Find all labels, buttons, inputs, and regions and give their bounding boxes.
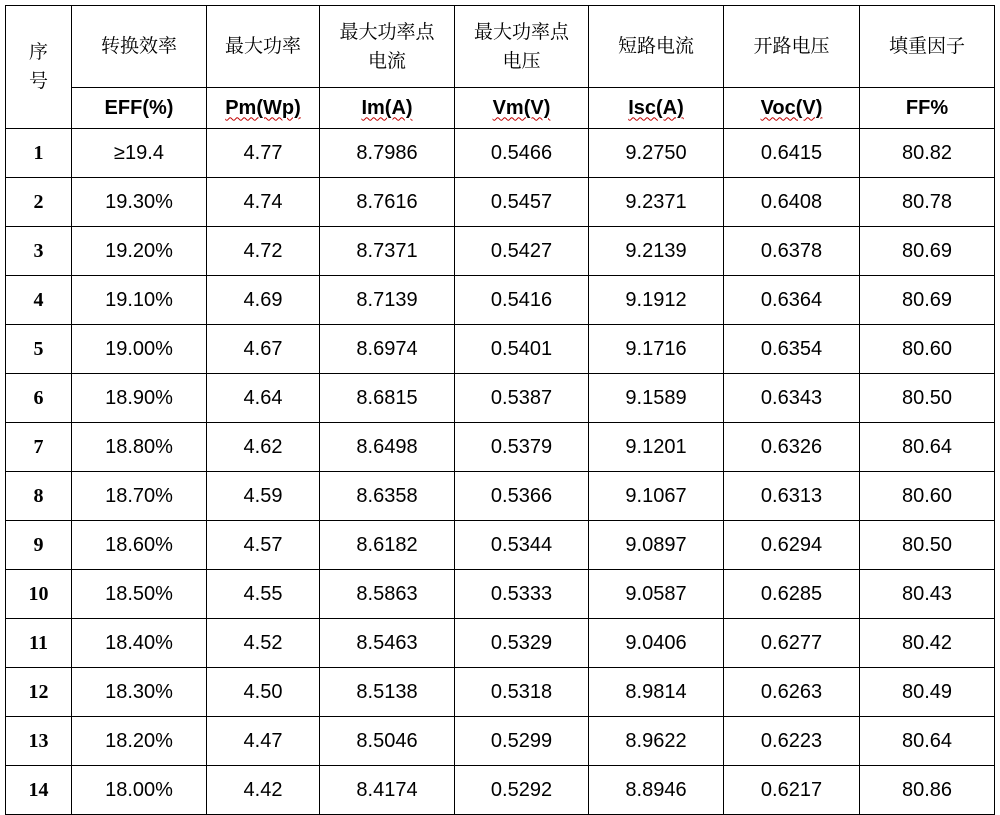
table-row — [6, 374, 995, 423]
cell-im: 8.6815 — [320, 374, 455, 423]
cell-voc: 0.6217 — [724, 766, 860, 815]
header-ff-unit: FF% — [905, 96, 949, 119]
cell-vm: 0.5344 — [455, 521, 589, 570]
cell-vm: 0.5379 — [455, 423, 589, 472]
cell-vm: 0.5457 — [455, 178, 589, 227]
cell-efficiency: 19.30% — [72, 178, 207, 227]
cell-im: 8.6498 — [320, 423, 455, 472]
cell-seq: 6 — [6, 374, 72, 423]
header-pm-unit: Pm(Wp) — [225, 96, 301, 119]
cell-ff: 80.82 — [860, 129, 995, 178]
header-row-english — [6, 88, 995, 129]
cell-vm: 0.5427 — [455, 227, 589, 276]
cell-im: 8.6182 — [320, 521, 455, 570]
cell-voc: 0.6326 — [724, 423, 860, 472]
cell-efficiency: 18.60% — [72, 521, 207, 570]
cell-efficiency: 19.10% — [72, 276, 207, 325]
cell-im: 8.7616 — [320, 178, 455, 227]
cell-max-power: 4.47 — [207, 717, 320, 766]
cell-voc: 0.6285 — [724, 570, 860, 619]
cell-max-power: 4.50 — [207, 668, 320, 717]
cell-ff: 80.60 — [860, 472, 995, 521]
cell-ff: 80.69 — [860, 227, 995, 276]
table-row — [6, 766, 995, 815]
cell-vm: 0.5401 — [455, 325, 589, 374]
table-row — [6, 619, 995, 668]
header-max-power: 最大功率 — [207, 6, 320, 88]
cell-isc: 9.0406 — [589, 619, 724, 668]
cell-voc: 0.6354 — [724, 325, 860, 374]
cell-ff: 80.60 — [860, 325, 995, 374]
cell-ff: 80.42 — [860, 619, 995, 668]
cell-max-power: 4.52 — [207, 619, 320, 668]
cell-isc: 9.0587 — [589, 570, 724, 619]
cell-isc: 9.0897 — [589, 521, 724, 570]
cell-isc: 9.1912 — [589, 276, 724, 325]
cell-voc: 0.6223 — [724, 717, 860, 766]
cell-im: 8.7139 — [320, 276, 455, 325]
table-row — [6, 276, 995, 325]
cell-voc: 0.6415 — [724, 129, 860, 178]
cell-efficiency: 18.80% — [72, 423, 207, 472]
cell-seq: 3 — [6, 227, 72, 276]
cell-max-power: 4.64 — [207, 374, 320, 423]
cell-vm: 0.5366 — [455, 472, 589, 521]
cell-vm: 0.5292 — [455, 766, 589, 815]
cell-ff: 80.43 — [860, 570, 995, 619]
cell-im: 8.6358 — [320, 472, 455, 521]
cell-seq: 9 — [6, 521, 72, 570]
cell-ff: 80.50 — [860, 374, 995, 423]
cell-seq: 14 — [6, 766, 72, 815]
cell-ff: 80.49 — [860, 668, 995, 717]
cell-max-power: 4.62 — [207, 423, 320, 472]
table-row — [6, 472, 995, 521]
header-eff-unit: EFF(%) — [104, 96, 174, 119]
cell-seq: 4 — [6, 276, 72, 325]
cell-seq: 10 — [6, 570, 72, 619]
cell-im: 8.6974 — [320, 325, 455, 374]
cell-isc: 9.1201 — [589, 423, 724, 472]
cell-max-power: 4.77 — [207, 129, 320, 178]
cell-ff: 80.64 — [860, 717, 995, 766]
header-max-power-current: 最大功率点电流 — [320, 6, 455, 88]
cell-efficiency: 18.20% — [72, 717, 207, 766]
cell-isc: 9.2750 — [589, 129, 724, 178]
cell-isc: 8.9622 — [589, 717, 724, 766]
cell-vm: 0.5329 — [455, 619, 589, 668]
table-row — [6, 570, 995, 619]
cell-voc: 0.6343 — [724, 374, 860, 423]
cell-voc: 0.6378 — [724, 227, 860, 276]
header-isc-unit: Isc(A) — [628, 96, 684, 119]
cell-isc: 8.8946 — [589, 766, 724, 815]
table-row — [6, 521, 995, 570]
cell-isc: 9.1716 — [589, 325, 724, 374]
cell-seq: 11 — [6, 619, 72, 668]
cell-voc: 0.6364 — [724, 276, 860, 325]
cell-ff: 80.64 — [860, 423, 995, 472]
cell-seq: 12 — [6, 668, 72, 717]
header-max-power-voltage: 最大功率点电压 — [455, 6, 589, 88]
cell-efficiency: 18.30% — [72, 668, 207, 717]
header-im-unit: Im(A) — [361, 96, 413, 119]
cell-max-power: 4.59 — [207, 472, 320, 521]
cell-im: 8.7986 — [320, 129, 455, 178]
cell-vm: 0.5318 — [455, 668, 589, 717]
cell-vm: 0.5333 — [455, 570, 589, 619]
cell-im: 8.5046 — [320, 717, 455, 766]
cell-seq: 7 — [6, 423, 72, 472]
cell-im: 8.5863 — [320, 570, 455, 619]
header-fill-factor: 填重因子 — [860, 6, 995, 88]
table-row — [6, 717, 995, 766]
table-row — [6, 423, 995, 472]
header-efficiency: 转换效率 — [72, 6, 207, 88]
table-row — [6, 129, 995, 178]
cell-performance-table — [5, 5, 995, 815]
cell-ff: 80.69 — [860, 276, 995, 325]
cell-max-power: 4.72 — [207, 227, 320, 276]
cell-isc: 9.2371 — [589, 178, 724, 227]
cell-efficiency: 18.70% — [72, 472, 207, 521]
cell-seq: 1 — [6, 129, 72, 178]
cell-seq: 13 — [6, 717, 72, 766]
cell-voc: 0.6408 — [724, 178, 860, 227]
cell-efficiency: 18.00% — [72, 766, 207, 815]
cell-isc: 9.1067 — [589, 472, 724, 521]
cell-seq: 8 — [6, 472, 72, 521]
table-row — [6, 178, 995, 227]
cell-im: 8.7371 — [320, 227, 455, 276]
header-open-circuit-voltage: 开路电压 — [724, 6, 860, 88]
cell-isc: 9.2139 — [589, 227, 724, 276]
cell-efficiency: 19.00% — [72, 325, 207, 374]
cell-ff: 80.50 — [860, 521, 995, 570]
table-row — [6, 325, 995, 374]
cell-voc: 0.6277 — [724, 619, 860, 668]
cell-vm: 0.5387 — [455, 374, 589, 423]
cell-seq: 5 — [6, 325, 72, 374]
table-row — [6, 668, 995, 717]
cell-voc: 0.6294 — [724, 521, 860, 570]
cell-im: 8.5138 — [320, 668, 455, 717]
cell-isc: 8.9814 — [589, 668, 724, 717]
table-row — [6, 227, 995, 276]
cell-efficiency: 19.20% — [72, 227, 207, 276]
header-vm-unit: Vm(V) — [492, 96, 551, 119]
header-seq: 序号 — [6, 6, 72, 129]
cell-isc: 9.1589 — [589, 374, 724, 423]
cell-vm: 0.5299 — [455, 717, 589, 766]
cell-seq: 2 — [6, 178, 72, 227]
cell-vm: 0.5416 — [455, 276, 589, 325]
header-row-chinese — [6, 6, 995, 88]
cell-ff: 80.86 — [860, 766, 995, 815]
cell-efficiency: 18.50% — [72, 570, 207, 619]
cell-efficiency: 18.40% — [72, 619, 207, 668]
cell-voc: 0.6263 — [724, 668, 860, 717]
document-page — [5, 5, 995, 815]
cell-max-power: 4.57 — [207, 521, 320, 570]
header-short-circuit-current: 短路电流 — [589, 6, 724, 88]
cell-efficiency: 18.90% — [72, 374, 207, 423]
cell-vm: 0.5466 — [455, 129, 589, 178]
cell-max-power: 4.74 — [207, 178, 320, 227]
cell-efficiency: ≥19.4 — [72, 129, 207, 178]
cell-voc: 0.6313 — [724, 472, 860, 521]
cell-max-power: 4.67 — [207, 325, 320, 374]
cell-max-power: 4.42 — [207, 766, 320, 815]
cell-im: 8.4174 — [320, 766, 455, 815]
cell-max-power: 4.69 — [207, 276, 320, 325]
cell-ff: 80.78 — [860, 178, 995, 227]
cell-max-power: 4.55 — [207, 570, 320, 619]
header-voc-unit: Voc(V) — [760, 96, 823, 119]
cell-im: 8.5463 — [320, 619, 455, 668]
table-body — [6, 129, 995, 815]
